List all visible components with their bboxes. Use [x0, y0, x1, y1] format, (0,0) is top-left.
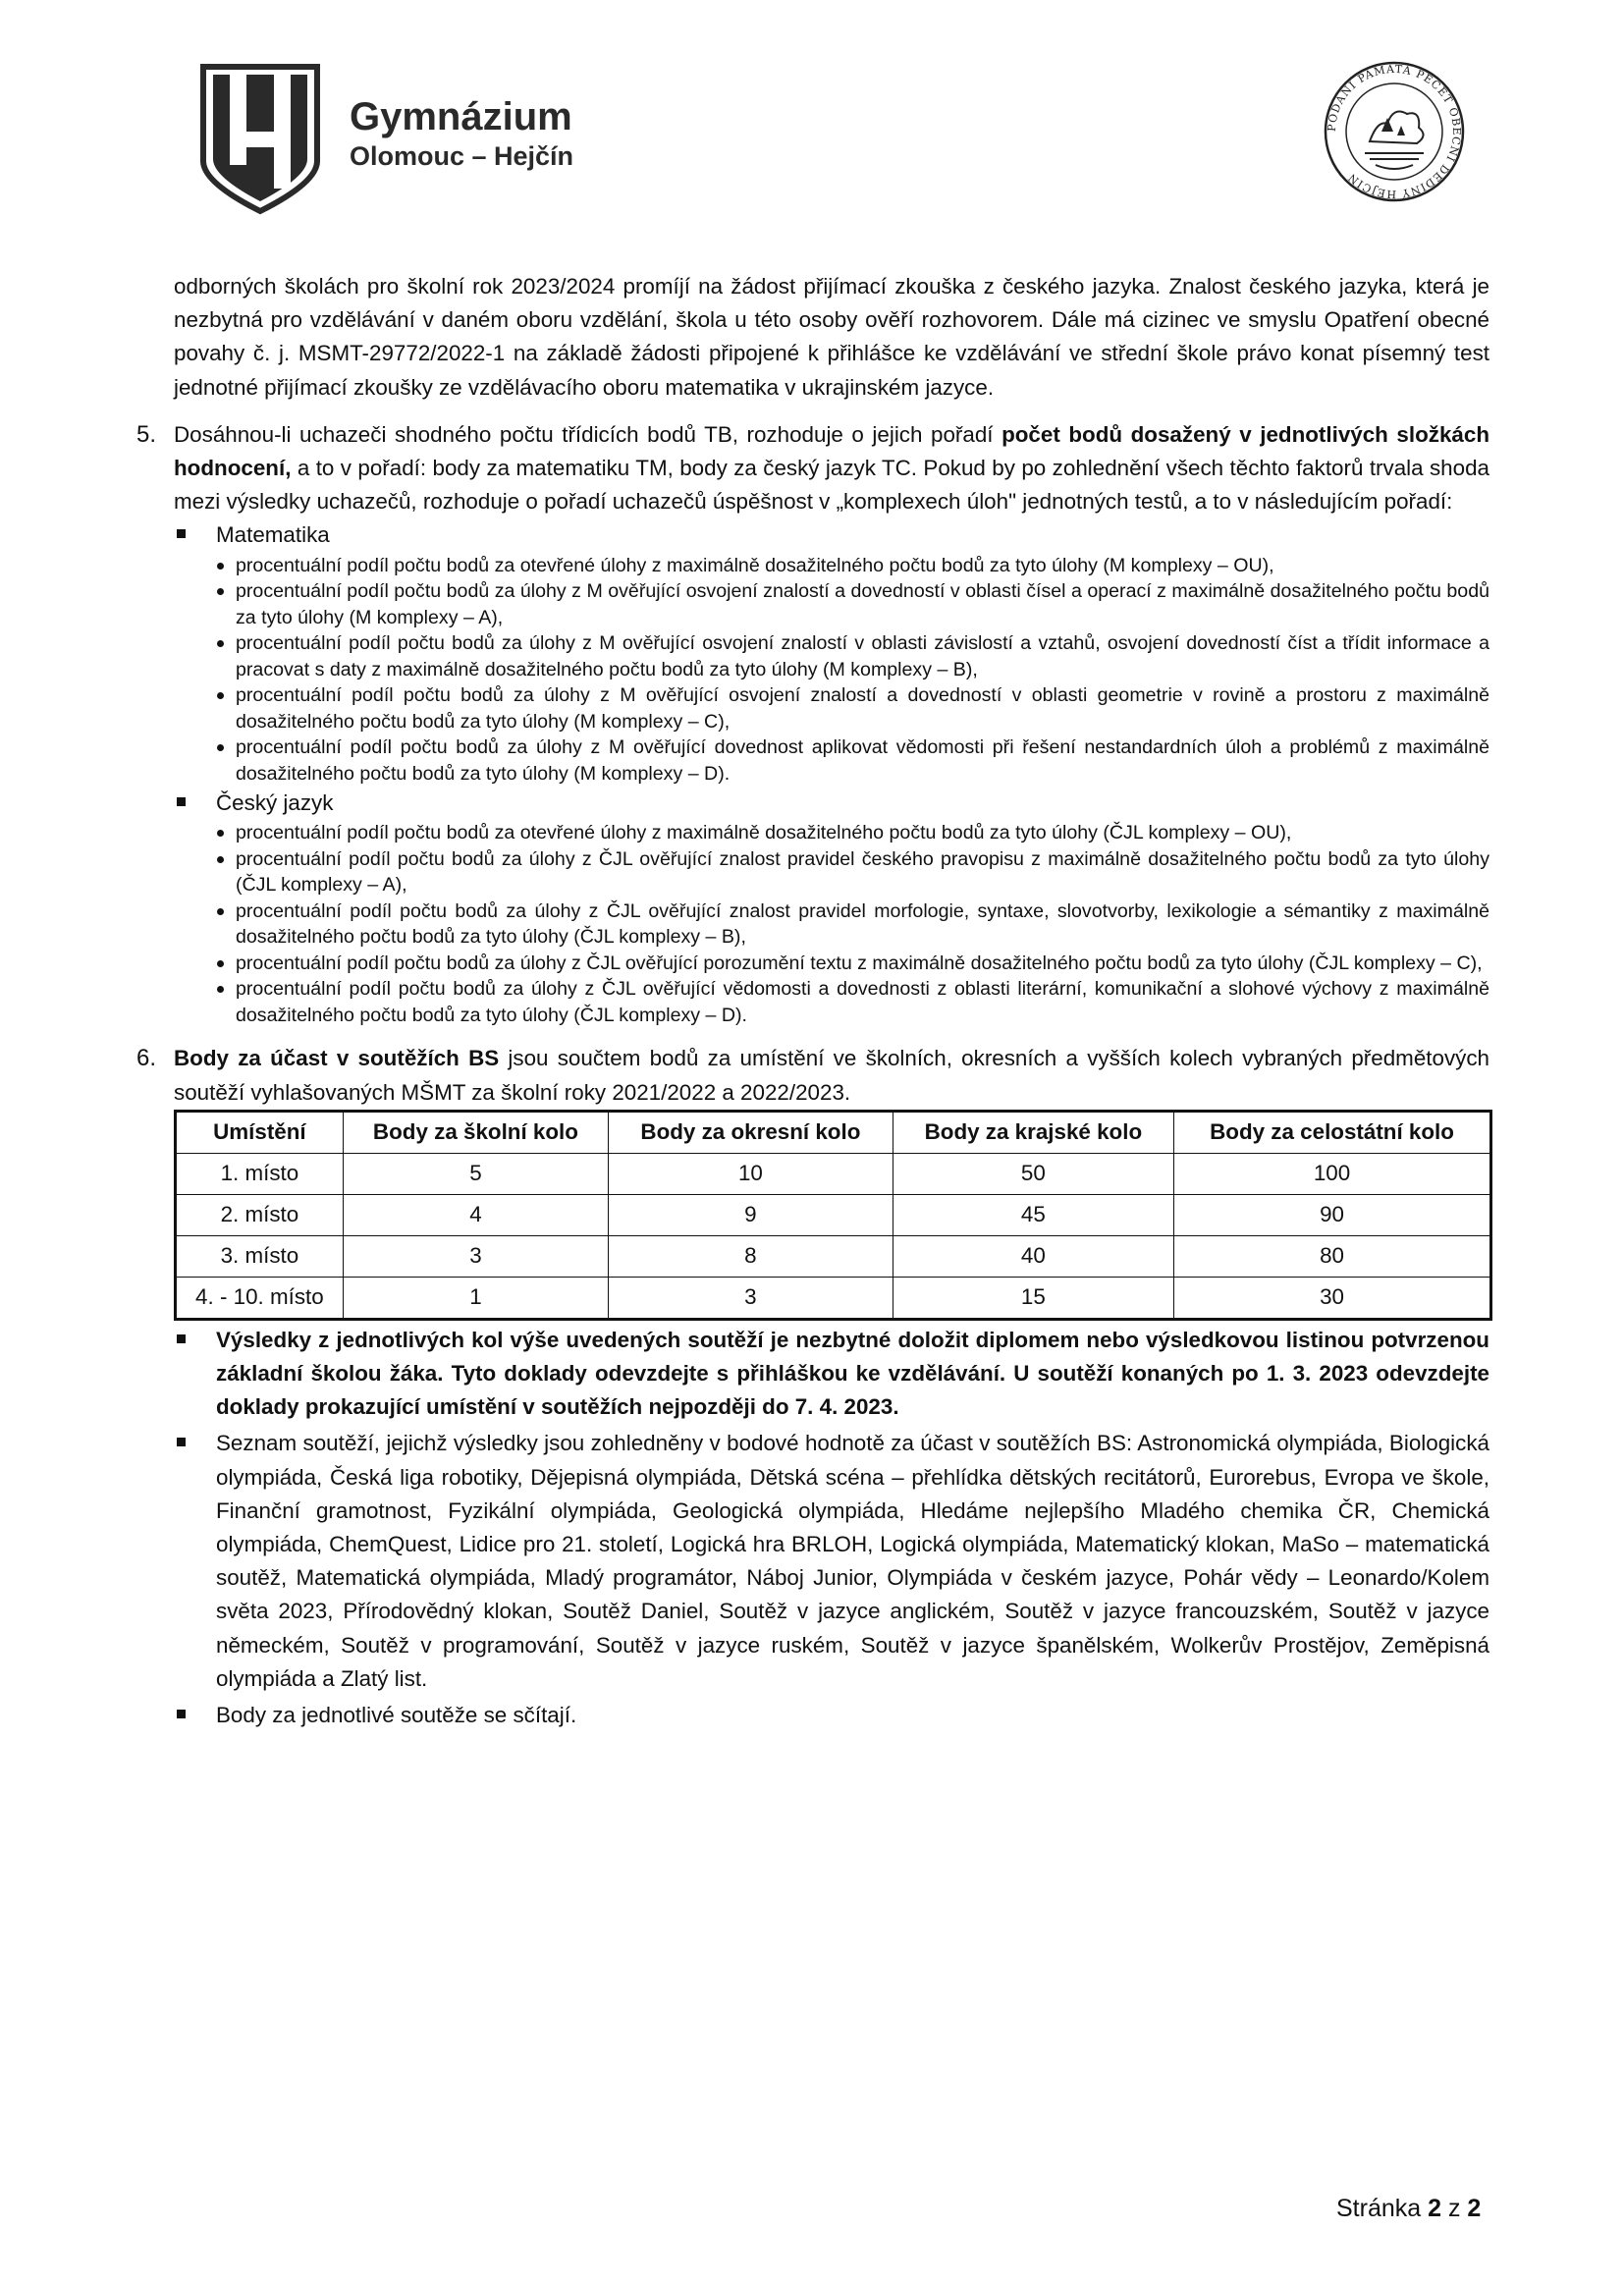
- table-cell: 1. místo: [176, 1153, 344, 1194]
- math-label: Matematika: [216, 522, 330, 548]
- list-item: [174, 951, 1489, 977]
- section-5-text-b: a to v pořadí: body za matematiku TM, body za český jazyk TC. Pokud by po zohlednění všech těchto faktorů trvala shoda mezi výsledky uchazečů, rozhoduje o pořadí uchazečů úspěšnost v „komplexech úloh" jednotných testů, a to v následujícím pořadí:: [174, 456, 1489, 515]
- list-item: [174, 734, 1489, 787]
- section-6-text-bold: Body za účast v soutěžích BS: [174, 1046, 500, 1071]
- list-item: [174, 976, 1489, 1028]
- column-header: Body za celostátní kolo: [1174, 1111, 1491, 1153]
- square-bullet-icon: [177, 1710, 186, 1718]
- diploma-note-text: Výsledky z jednotlivých kol výše uvedených soutěží je nezbytné doložit diplomem nebo výsledkovou listinou potvrzenou základní školou žáka. Tyto doklady odevzdejte s přihláškou ke vzdělávání. U soutěží konaných po 1. 3. 2023 odevzdejte doklady prokazující umístění v soutěžích nejpozději do 7. 4. 2023.: [216, 1327, 1489, 1420]
- competition-points-table: [174, 1110, 1492, 1321]
- list-item: [174, 630, 1489, 682]
- section-5-text: [174, 418, 1489, 519]
- competition-list: [174, 1427, 1489, 1696]
- section-6-text-a: jsou součtem bodů za umístění ve školních, okresních a vyšších kolech vybraných předmětových soutěží vyhlašovaných MŠMT za školní roky 2021/2022 a 2022/2023.: [174, 1046, 1489, 1105]
- table-cell: 2. místo: [176, 1194, 344, 1235]
- table-cell: 15: [893, 1277, 1173, 1319]
- list-item: [174, 682, 1489, 734]
- list-item-text: procentuální podíl počtu bodů za úlohy z M ověřující dovednost aplikovat vědomosti při řešení nestandardních úloh a problémů z maximálně dosažitelného počtu bodů za tyto úlohy (M komplexy – D).: [236, 736, 1489, 785]
- column-header: Body za krajské kolo: [893, 1111, 1173, 1153]
- table-row: [176, 1194, 1491, 1235]
- points-sum-note: [174, 1699, 1489, 1732]
- column-header: Body za okresní kolo: [609, 1111, 893, 1153]
- table-row: [176, 1235, 1491, 1277]
- section-6-text: [174, 1042, 1489, 1109]
- list-item-text: procentuální podíl počtu bodů za úlohy z ČJL ověřující vědomosti a dovednosti z oblasti literární, komunikační a slohové výchovy z maximálně dosažitelného počtu bodů za tyto úlohy (ČJL komplexy – D).: [236, 978, 1489, 1026]
- page-label: Stránka: [1336, 2195, 1429, 2222]
- section-5-text-bold: počet bodů dosažený v jednotlivých složkách hodnocení,: [174, 421, 1489, 481]
- dot-bullet-icon: [217, 960, 224, 967]
- table-cell: 3: [343, 1235, 608, 1277]
- table-header-row: [176, 1111, 1491, 1153]
- list-item: [174, 898, 1489, 951]
- section-5-text-a: Dosáhnou-li uchazeči shodného počtu třídicích bodů TB, rozhoduje o jejich pořadí: [174, 421, 1002, 447]
- brand-name: Gymnázium: [350, 95, 572, 138]
- table-cell: 4. - 10. místo: [176, 1277, 344, 1319]
- table-cell: 4: [343, 1194, 608, 1235]
- village-seal-icon: [1321, 55, 1468, 207]
- czech-bullet: [174, 787, 1489, 820]
- list-item: [174, 553, 1489, 579]
- square-bullet-icon: [177, 1334, 186, 1343]
- math-bullet: [174, 518, 1489, 552]
- column-header: Umístění: [176, 1111, 344, 1153]
- page-separator: z: [1441, 2195, 1468, 2222]
- column-header: Body za školní kolo: [343, 1111, 608, 1153]
- table-cell: 30: [1174, 1277, 1491, 1319]
- table-cell: 5: [343, 1153, 608, 1194]
- list-item-text: procentuální podíl počtu bodů za otevřené úlohy z maximálně dosažitelného počtu bodů za tyto úlohy (ČJL komplexy – OU),: [236, 822, 1292, 844]
- math-criteria-list: [174, 553, 1489, 788]
- table-cell: 45: [893, 1194, 1173, 1235]
- table-cell: 50: [893, 1153, 1173, 1194]
- list-item-text: procentuální podíl počtu bodů za úlohy z ČJL ověřující znalost pravidel českého pravopisu z maximálně dosažitelného počtu bodů za tyto úlohy (ČJL komplexy – A),: [236, 847, 1489, 897]
- svg-text:PODÁNÍ PAMÁTA PEČEŤ OBECNÍ DĚD: PODÁNÍ PAMÁTA PEČEŤ OBECNÍ DĚDINY HEJČÍN: [1325, 62, 1464, 201]
- page-total: 2: [1467, 2195, 1482, 2222]
- table-cell: 40: [893, 1235, 1173, 1277]
- table-cell: 80: [1174, 1235, 1491, 1277]
- table-cell: 8: [609, 1235, 893, 1277]
- table-row: [176, 1153, 1491, 1194]
- list-item-text: procentuální podíl počtu bodů za úlohy z ČJL ověřující porozumění textu z maximálně dosažitelného počtu bodů za tyto úlohy (ČJL komplexy – C),: [236, 952, 1483, 974]
- table-cell: 10: [609, 1153, 893, 1194]
- competition-list-text: Seznam soutěží, jejichž výsledky jsou zohledněny v bodové hodnotě za účast v soutěžích BS: Astronomická olympiáda, Biologická olympiáda, Česká liga robotiky, Dějepisná olympiáda, Dětská scéna – přehlídka dětských recitátorů, Eurorebus, Evropa ve škole, Finanční gramotnost, Fyzikální olympiáda, Geologická olympiáda, Hledáme nejlepšího Mladého chemika ČR, Chemická olympiáda, ChemQuest, Lidice pro 21. století, Logická hra BRLOH, Logická olympiáda, Matematický klokan, MaSo – matematická soutěž, Matematická olympiáda, Mladý programátor, Náboj Junior, Olympiáda v českém jazyce, Pohár vědy – Leonardo/Kolem světa 2023, Přírodovědný klokan, Soutěž Daniel, Soutěž v jazyce anglickém, Soutěž v jazyce francouzském, Soutěž v jazyce německém, Soutěž v programování, Soutěž v jazyce ruském, Soutěž v jazyce španělském, Wolkerův Prostějov, Zeměpisná olympiáda a Zlatý list.: [216, 1431, 1489, 1691]
- list-item-text: procentuální podíl počtu bodů za úlohy z M ověřující osvojení znalostí a dovedností v oblasti čísel a operací z maximálně dosažitelného počtu bodů za tyto úlohy (M komplexy – A),: [236, 580, 1489, 628]
- table-cell: 100: [1174, 1153, 1491, 1194]
- dot-bullet-icon: [217, 908, 224, 915]
- dot-bullet-icon: [217, 563, 224, 570]
- list-item-text: procentuální podíl počtu bodů za otevřené úlohy z maximálně dosažitelného počtu bodů za tyto úlohy (M komplexy – OU),: [236, 554, 1274, 576]
- table-cell: 90: [1174, 1194, 1491, 1235]
- list-item: [174, 820, 1489, 846]
- list-item-text: procentuální podíl počtu bodů za úlohy z ČJL ověřující znalost pravidel morfologie, syntaxe, slovotvorby, lexikologie a sémantiky z maximálně dosažitelného počtu bodů za tyto úlohy (ČJL komplexy – B),: [236, 899, 1489, 949]
- list-item-text: procentuální podíl počtu bodů za úlohy z M ověřující osvojení znalostí a dovedností v oblasti geometrie v rovině a prostoru z maximálně dosažitelného počtu bodů za tyto úlohy (M komplexy – C),: [236, 684, 1489, 733]
- school-logo: [199, 63, 321, 215]
- list-item-text: procentuální podíl počtu bodů za úlohy z M ověřující osvojení znalostí v oblasti závislostí a vztahů, osvojení dovedností číst a třídit informace a pracovat s daty z maximálně dosažitelného počtu bodů za tyto úlohy (M komplexy – B),: [236, 632, 1489, 680]
- list-item: [174, 578, 1489, 630]
- square-bullet-icon: [177, 797, 186, 806]
- page-current: 2: [1428, 2195, 1442, 2222]
- diploma-note: [174, 1324, 1489, 1425]
- table-cell: 3: [609, 1277, 893, 1319]
- brand-subtitle: Olomouc – Hejčín: [350, 141, 574, 171]
- brand: [350, 94, 573, 173]
- dot-bullet-icon: [217, 588, 224, 595]
- table-cell: 1: [343, 1277, 608, 1319]
- dot-bullet-icon: [217, 640, 224, 647]
- dot-bullet-icon: [217, 986, 224, 993]
- page-number: [1336, 2195, 1481, 2223]
- dot-bullet-icon: [217, 692, 224, 699]
- dot-bullet-icon: [217, 830, 224, 837]
- table-row: [176, 1277, 1491, 1319]
- section-6-number: 6.: [136, 1045, 157, 1072]
- section-5-number: 5.: [136, 420, 157, 448]
- list-item: [174, 846, 1489, 898]
- czech-criteria-list: [174, 820, 1489, 1028]
- square-bullet-icon: [177, 1438, 186, 1446]
- table-cell: 3. místo: [176, 1235, 344, 1277]
- section-6: [136, 1042, 1489, 1732]
- dot-bullet-icon: [217, 856, 224, 863]
- table-cell: 9: [609, 1194, 893, 1235]
- czech-label: Český jazyk: [216, 790, 334, 816]
- square-bullet-icon: [177, 529, 186, 538]
- intro-paragraph: odborných školách pro školní rok 2023/2024 promíjí na žádost přijímací zkouška z českého jazyka. Znalost českého jazyka, která je nezbytná pro vzdělávání v daném oboru vzdělání, škola u této osoby ověří rozhovorem. Dále má cizinec ve smyslu Opatření obecné povahy č. j. MSMT-29772/2022-1 na základě žádosti připojené k přihlášce ke vzdělávání ve střední škole právo konat písemný test jednotné přijímací zkoušky ze vzdělávacího oboru matematika v ukrajinském jazyce.: [174, 274, 1489, 400]
- dot-bullet-icon: [217, 744, 224, 751]
- section-5: [136, 418, 1489, 1029]
- document-body: [136, 270, 1489, 1732]
- points-sum-text: Body za jednotlivé soutěže se sčítají.: [216, 1702, 577, 1727]
